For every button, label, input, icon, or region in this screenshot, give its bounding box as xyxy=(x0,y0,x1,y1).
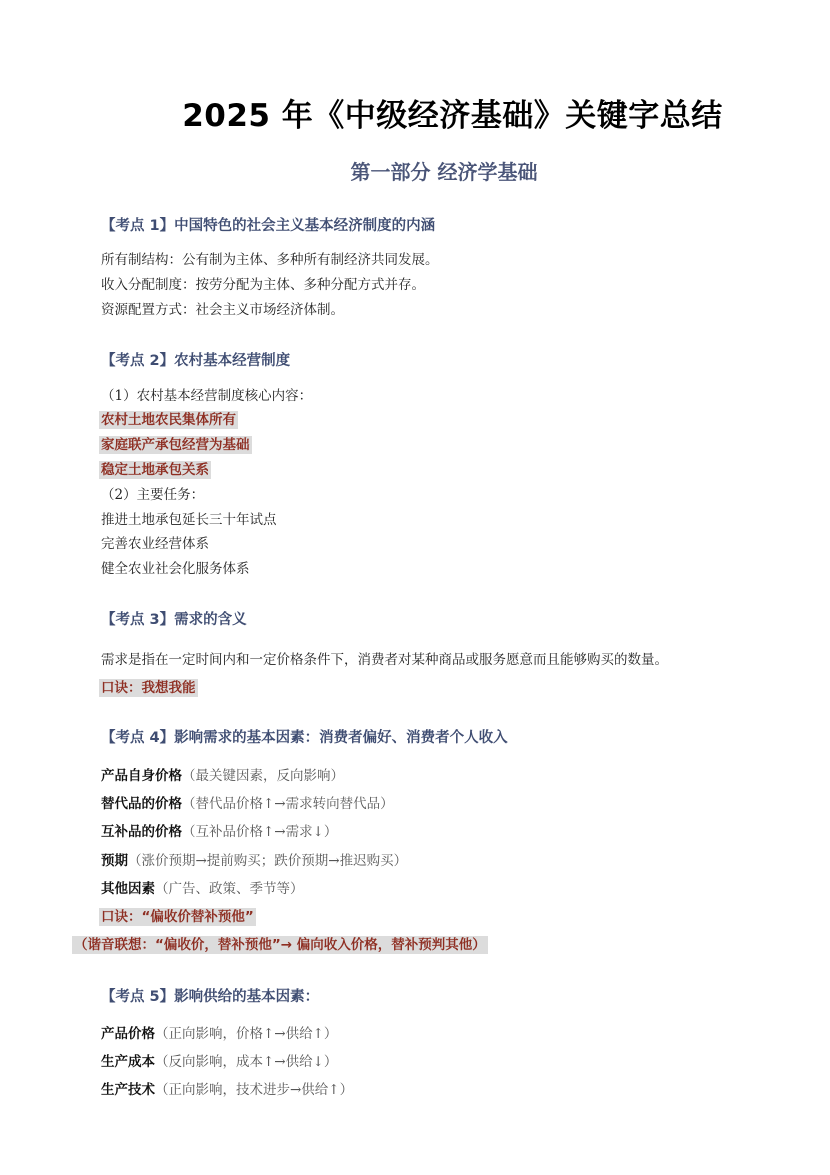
s2-sub2: （2）主要任务： xyxy=(101,487,205,503)
s1-line: 收入分配制度：按劳分配为主体、多种分配方式并存。 xyxy=(101,277,425,293)
s5-item: 生产成本（反向影响，成本↑→供给↓） xyxy=(101,1054,338,1070)
s1-heading: 【考点 1】中国特色的社会主义基本经济制度的内涵 xyxy=(101,218,436,234)
s4-mnemonic: 口诀：“偏收价替补预他” xyxy=(101,909,254,925)
s2-task: 健全农业社会化服务体系 xyxy=(101,561,250,577)
s5-heading: 【考点 5】影响供给的基本因素： xyxy=(101,989,320,1005)
s1-line: 所有制结构：公有制为主体、多种所有制经济共同发展。 xyxy=(101,252,439,268)
page-title: 2025 年《中级经济基础》关键字总结 xyxy=(182,98,723,134)
s3-heading: 【考点 3】需求的含义 xyxy=(101,612,247,628)
s4-item: 预期（涨价预期→提前购买；跌价预期→推迟购买） xyxy=(101,853,408,869)
s2-heading: 【考点 2】农村基本经营制度 xyxy=(101,353,291,369)
s2-task: 完善农业经营体系 xyxy=(101,536,209,552)
s4-association: （谐音联想：“偏收价，替补预他”→ 偏向收入价格，替补预判其他） xyxy=(74,937,486,953)
s2-highlight: 家庭联产承包经营为基础 xyxy=(101,437,250,453)
s4-item: 互补品的价格（互补品价格↑→需求↓） xyxy=(101,824,338,840)
s2-highlight: 农村土地农民集体所有 xyxy=(101,412,236,428)
s5-item: 生产技术（正向影响，技术进步→供给↑） xyxy=(101,1082,354,1098)
section-title: 第一部分 经济学基础 xyxy=(350,160,538,184)
s5-item: 产品价格（正向影响，价格↑→供给↑） xyxy=(101,1026,338,1042)
s1-line: 资源配置方式：社会主义市场经济体制。 xyxy=(101,302,344,318)
s3-mnemonic: 口诀：我想我能 xyxy=(101,680,196,696)
s2-task: 推进土地承包延长三十年试点 xyxy=(101,512,277,528)
s4-item: 替代品的价格（替代品价格↑→需求转向替代品） xyxy=(101,796,394,812)
s4-item: 其他因素（广告、政策、季节等） xyxy=(101,881,304,897)
s4-item: 产品自身价格（最关键因素，反向影响） xyxy=(101,768,344,784)
s2-sub1: （1）农村基本经营制度核心内容： xyxy=(101,388,313,404)
s4-heading: 【考点 4】影响需求的基本因素：消费者偏好、消费者个人收入 xyxy=(101,730,508,746)
s3-text: 需求是指在一定时间内和一定价格条件下，消费者对某种商品或服务愿意而且能够购买的数量。 xyxy=(101,652,668,668)
s2-highlight: 稳定土地承包关系 xyxy=(101,462,209,478)
